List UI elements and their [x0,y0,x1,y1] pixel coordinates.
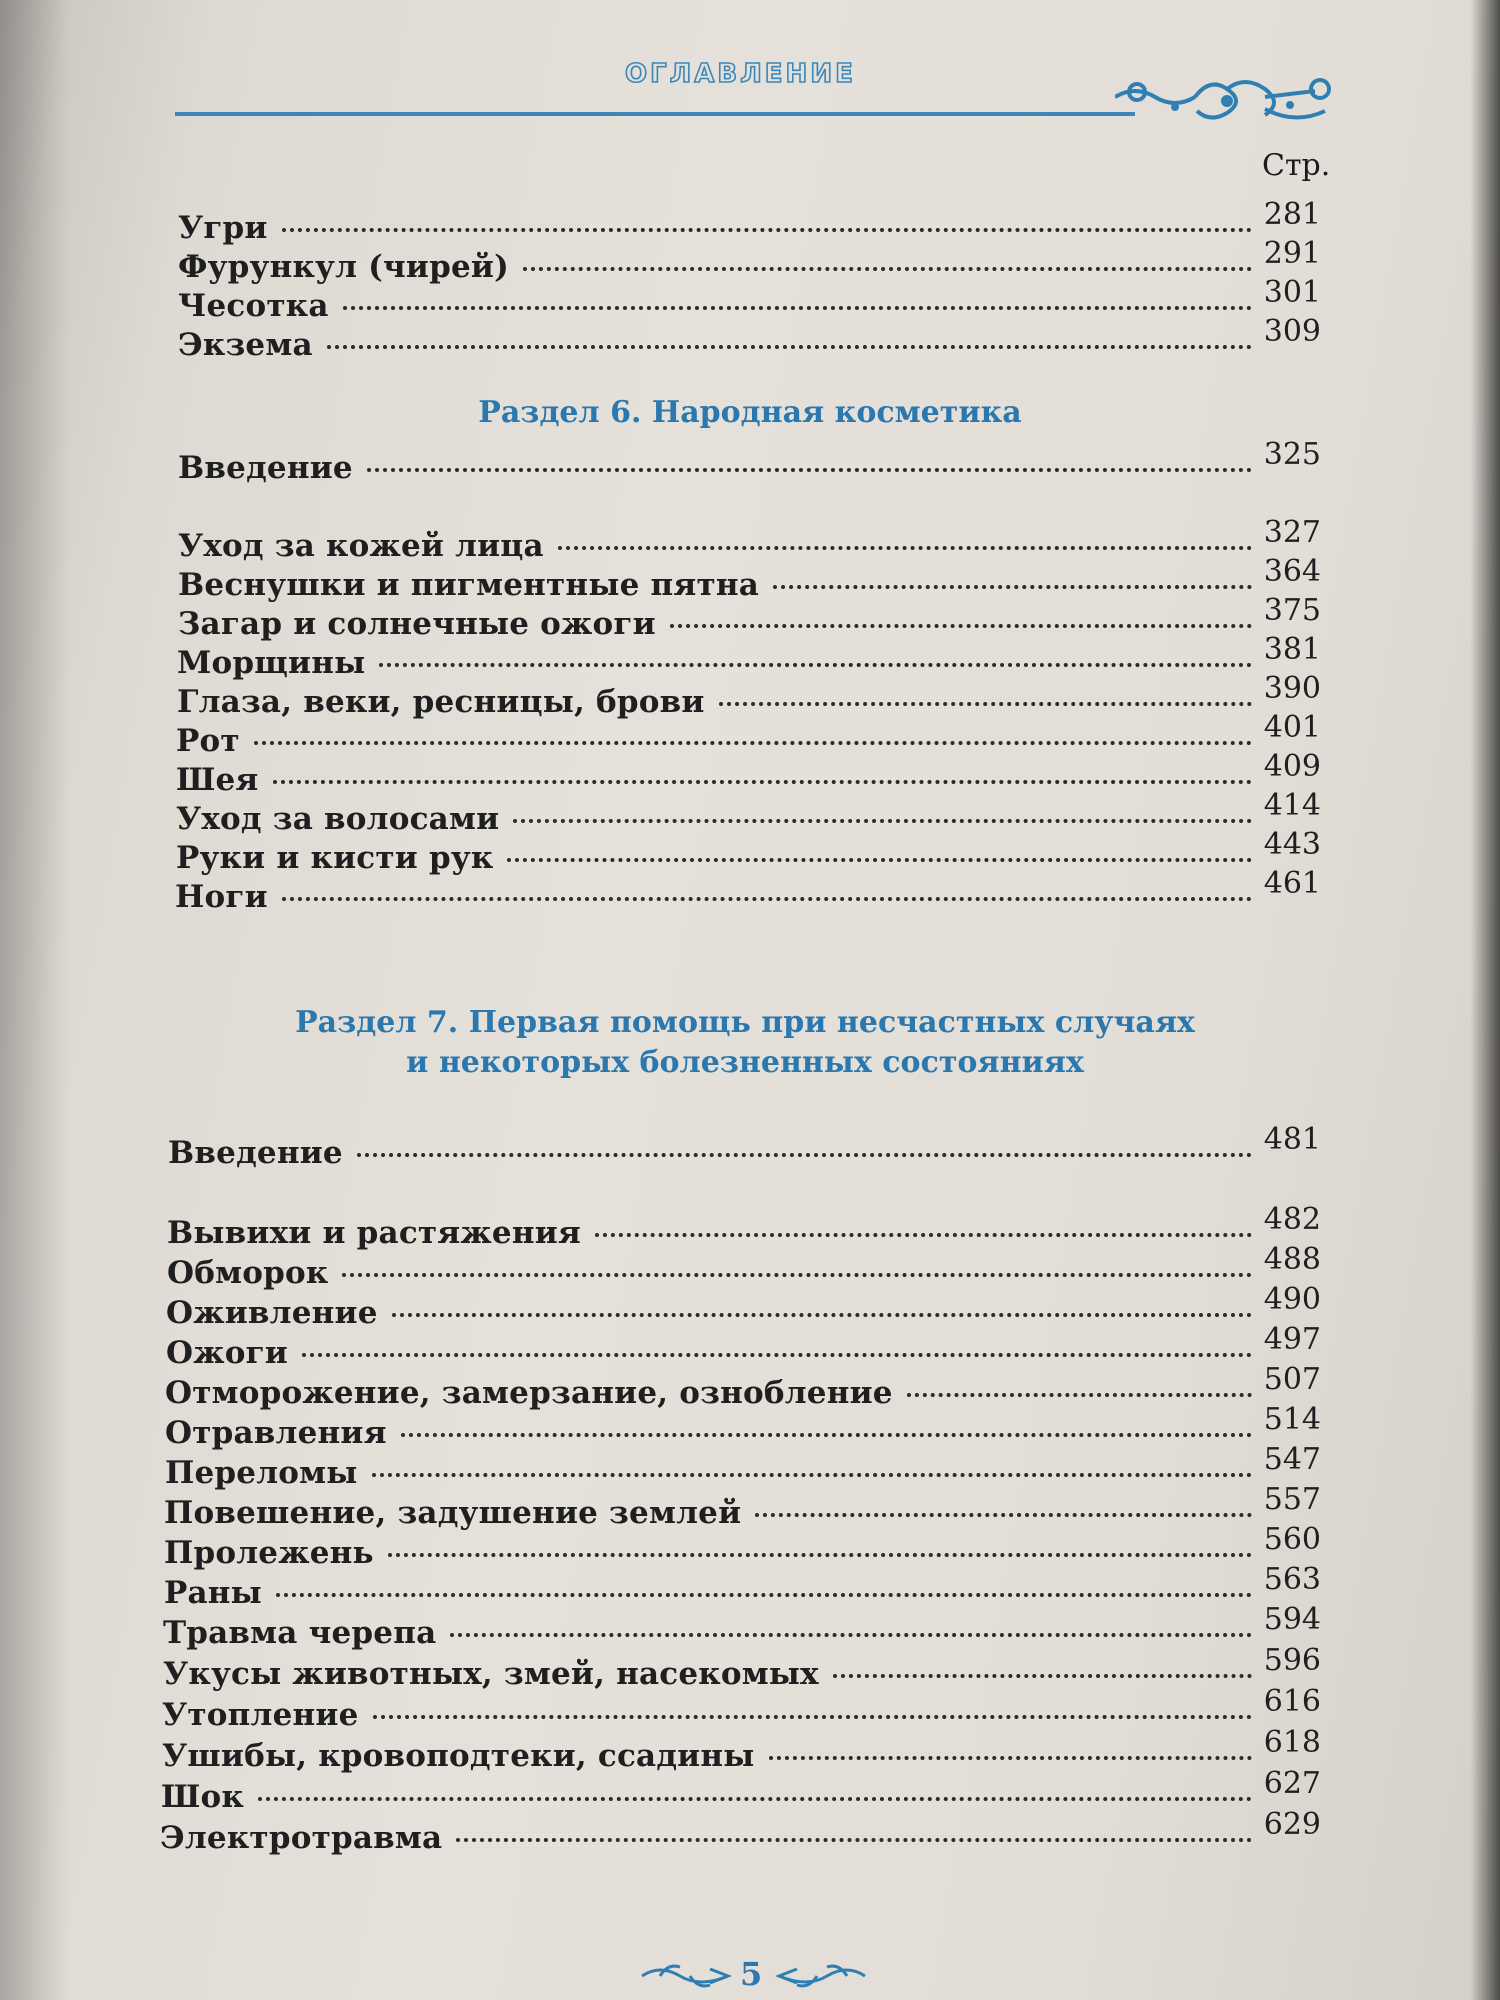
entry-title: Оживление [166,1295,378,1331]
page-footer [640,1955,870,2000]
entry-page: 461 [1263,866,1321,901]
list-item [176,710,1321,763]
list-item [166,1282,1321,1335]
list-item [166,1322,1321,1375]
leader-dots [392,1313,1252,1317]
list-item [162,1684,1321,1737]
list-item [176,749,1321,802]
entry-page: 309 [1263,314,1321,349]
entry-page: 381 [1263,632,1321,667]
leader-dots [595,1233,1252,1237]
list-item [178,554,1321,607]
entry-title: Шея [176,762,259,798]
list-item [178,197,1321,250]
entry-title: Рот [176,723,240,759]
entry-page: 596 [1263,1643,1321,1678]
list-item [161,1766,1321,1819]
entry-title: Утопление [162,1697,359,1733]
list-item [178,593,1321,646]
leader-dots [558,546,1252,550]
entry-title: Чесотка [178,288,329,324]
list-item [176,827,1321,880]
leader-dots [342,1273,1251,1277]
list-item [177,632,1321,685]
entry-page: 414 [1263,788,1321,823]
entry-title: Глаза, веки, ресницы, брови [177,684,705,720]
entry-title: Вывихи и растяжения [167,1215,582,1251]
list-item [167,1202,1321,1255]
leader-dots [373,1715,1252,1719]
list-item [164,1522,1321,1575]
leader-dots [773,585,1252,589]
entry-title: Укусы животных, змей, насекомых [163,1656,819,1692]
entry-page: 514 [1263,1402,1321,1437]
entry-title: Ожоги [166,1335,288,1371]
entry-page: 409 [1263,749,1321,784]
entry-title: Угри [178,210,268,246]
leader-dots [357,1153,1252,1157]
list-item [165,1402,1321,1455]
entry-title: Веснушки и пигментные пятна [178,567,760,603]
entry-page: 401 [1263,710,1321,745]
leader-dots [327,345,1252,349]
list-item [164,1562,1321,1615]
page-edge-shadow [1470,0,1500,2000]
leader-dots [456,1838,1251,1842]
section-7-title-line-1: Раздел 7. Первая помощь при несчастных случаях [295,1005,1195,1040]
scroll-ornament-icon [1115,67,1340,129]
leader-dots [388,1553,1252,1557]
entry-title: Уход за волосами [176,801,500,837]
leader-dots [302,1353,1252,1357]
leader-dots [769,1756,1252,1760]
leader-dots [719,702,1252,706]
entry-title: Загар и солнечные ожоги [178,606,656,642]
header-title: ОГЛАВЛЕНИЕ [625,59,856,89]
list-item [162,1725,1321,1778]
entry-page: 507 [1263,1362,1321,1397]
list-item [178,275,1321,328]
list-item [160,1807,1321,1860]
entry-page: 560 [1263,1522,1321,1557]
entry-title: Шок [161,1779,244,1815]
entry-title: Отравления [165,1415,387,1451]
entry-title: Отморожение, замерзание, ознобление [165,1375,893,1411]
entry-page: 301 [1263,275,1321,310]
entry-page: 627 [1263,1766,1321,1801]
page-header [175,55,1340,135]
entry-page: 364 [1263,554,1321,589]
page-column-label: Стр. [1262,148,1331,183]
list-item [165,1442,1321,1495]
entry-page: 481 [1263,1122,1321,1157]
leader-dots [254,741,1252,745]
section-7-title [170,1003,1320,1083]
list-item [178,515,1321,568]
list-item [163,1643,1321,1696]
leader-dots [343,306,1252,310]
entry-title: Введение [168,1135,343,1171]
leader-dots [507,858,1251,862]
leader-dots [907,1393,1252,1397]
list-item [178,236,1321,289]
list-item [165,1362,1321,1415]
entry-title: Морщины [177,645,366,681]
entry-title: Уход за кожей лица [178,528,544,564]
entry-title: Травма черепа [163,1615,437,1651]
entry-page: 325 [1263,437,1321,472]
entry-title: Фурункул (чирей) [178,249,509,285]
section-7-title-line-2: и некоторых болезненных состояниях [406,1045,1084,1080]
entry-page: 281 [1263,197,1321,232]
entry-title: Электротравма [160,1820,443,1856]
list-item [178,437,1321,490]
entry-page: 616 [1263,1684,1321,1719]
entry-page: 557 [1263,1482,1321,1517]
entry-page: 443 [1263,827,1321,862]
entry-page: 618 [1263,1725,1321,1760]
leader-dots [379,663,1251,667]
leader-dots [755,1513,1251,1517]
leader-dots [401,1433,1252,1437]
entry-title: Ушибы, кровоподтеки, ссадины [162,1738,755,1774]
entry-page: 594 [1263,1602,1321,1637]
page-number: 5 [740,1955,763,1993]
entry-title: Переломы [165,1455,358,1491]
entry-page: 490 [1263,1282,1321,1317]
list-item [175,866,1321,919]
leaf-ornament-icon [640,1959,732,1993]
section-6-title: Раздел 6. Народная косметика [478,395,1022,430]
leader-dots [367,468,1252,472]
header-rule [175,112,1135,116]
entry-page: 291 [1263,236,1321,271]
entry-page: 547 [1263,1442,1321,1477]
list-item [163,1602,1321,1655]
entry-page: 482 [1263,1202,1321,1237]
list-item [167,1242,1321,1295]
entry-title: Повешение, задушение землей [164,1495,742,1531]
leader-dots [513,819,1251,823]
entry-title: Экзема [178,327,313,363]
page-gutter-shadow [0,0,70,2000]
list-item [178,314,1321,367]
entry-page: 497 [1263,1322,1321,1357]
leader-dots [372,1473,1252,1477]
entry-page: 375 [1263,593,1321,628]
entry-title: Введение [178,450,353,486]
entry-page: 390 [1263,671,1321,706]
leader-dots [450,1633,1251,1637]
leader-dots [273,780,1252,784]
list-item [176,788,1321,841]
entry-page: 327 [1263,515,1321,550]
entry-page: 563 [1263,1562,1321,1597]
leader-dots [670,624,1252,628]
entry-page: 488 [1263,1242,1321,1277]
leader-dots [276,1593,1252,1597]
leader-dots [258,1797,1252,1801]
list-item [164,1482,1321,1535]
entry-page: 629 [1263,1807,1321,1842]
entry-title: Обморок [167,1255,329,1291]
list-item [168,1122,1321,1175]
entry-title: Руки и кисти рук [176,840,494,876]
entry-title: Раны [164,1575,262,1611]
entry-title: Пролежень [164,1535,374,1571]
list-item [177,671,1321,724]
leader-dots [282,228,1252,232]
leader-dots [833,1674,1252,1678]
entry-title: Ноги [175,879,268,915]
leader-dots [523,267,1252,271]
leader-dots [282,897,1252,901]
leaf-ornament-icon [775,1959,867,1993]
